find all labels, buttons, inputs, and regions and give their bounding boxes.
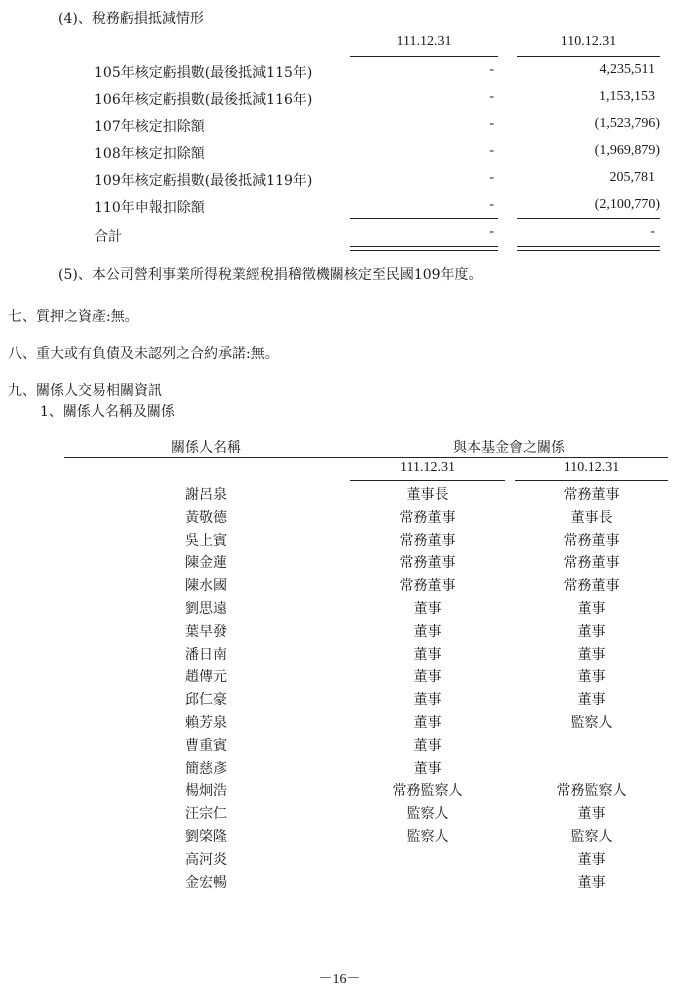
tax-row-value-2021: (2,100,770) (594, 197, 660, 212)
relation-col-header-2022: 111.12.31 (400, 460, 455, 475)
tax-row-value-2021: 1,153,153 (599, 89, 655, 104)
tax-row-label: 108年核定扣除額 (94, 146, 205, 162)
relation-2021: 董事 (577, 624, 606, 640)
relation-2022: 董事 (413, 647, 442, 663)
relation-2021: 董事 (577, 692, 606, 708)
relation-2022: 董事 (413, 738, 442, 754)
tax-double-rule-2022-bottom (350, 250, 498, 251)
party-name: 邱仁豪 (185, 692, 227, 708)
party-name: 陳金蓮 (185, 555, 227, 571)
tax-row-label: 106年核定虧損數(最後抵減116年) (94, 92, 313, 108)
relation-2022: 董事長 (406, 487, 449, 503)
relation-2022: 常務董事 (399, 555, 456, 571)
relation-2021: 監察人 (570, 715, 613, 731)
party-name: 謝呂泉 (185, 487, 227, 503)
relation-2021: 董事長 (570, 510, 613, 526)
party-name: 曹重賓 (185, 738, 227, 754)
relation-2021: 監察人 (570, 829, 613, 845)
tax-header-rule-2022 (350, 56, 498, 57)
relation-2022: 常務監察人 (392, 783, 463, 799)
tax-row-value-2021: (1,523,796) (594, 116, 660, 131)
tax-subtotal-rule-2022 (350, 218, 498, 219)
tax-col-header-2022: 111.12.31 (396, 34, 452, 49)
relation-2021: 常務董事 (563, 487, 620, 503)
tax-col-header-2021: 110.12.31 (560, 34, 617, 49)
relation-2022: 監察人 (406, 829, 449, 845)
tax-subtotal-rule-2021 (517, 218, 660, 219)
relation-2022: 董事 (413, 692, 442, 708)
tax-total-value-2021: - (650, 224, 655, 239)
party-name: 賴芳泉 (185, 715, 227, 731)
party-name: 黃敬德 (185, 510, 227, 526)
party-name: 金宏暢 (185, 875, 227, 891)
relation-2021: 董事 (577, 806, 606, 822)
relation-2022: 常務董事 (399, 510, 456, 526)
tax-row-value-2022: - (489, 143, 494, 158)
note-5: (5)、本公司營利事業所得稅業經稅捐稽徵機關核定至民國109年度。 (58, 267, 483, 283)
relation-2021: 董事 (577, 647, 606, 663)
section-9-title: 九、關係人交易相關資訊 (8, 383, 162, 399)
tax-double-rule-2021-top (517, 246, 660, 247)
relation-col-header-2021: 110.12.31 (563, 460, 620, 475)
tax-row-value-2022: - (489, 197, 494, 212)
tax-total-value-2022: - (489, 224, 494, 239)
tax-row-label: 105年核定虧損數(最後抵減115年) (94, 65, 313, 81)
party-name: 潘日南 (185, 647, 227, 663)
party-name: 高河炎 (185, 852, 227, 868)
relation-2021: 常務董事 (563, 555, 620, 571)
tax-row-value-2022: - (489, 116, 494, 131)
relation-2022: 常務董事 (399, 578, 456, 594)
tax-row-value-2022: - (489, 170, 494, 185)
relation-2022: 董事 (413, 601, 442, 617)
tax-double-rule-2022-top (350, 246, 498, 247)
relation-2021: 常務董事 (563, 533, 620, 549)
relation-2021: 常務監察人 (556, 783, 627, 799)
relation-2021: 董事 (577, 601, 606, 617)
tax-row-value-2021: (1,969,879) (594, 143, 660, 158)
party-name: 劉棨隆 (185, 829, 227, 845)
relation-column-header: 與本基金會之關係 (453, 440, 565, 456)
tax-row-value-2021: 205,781 (609, 170, 655, 185)
relation-2021: 常務董事 (563, 578, 620, 594)
name-column-header: 關係人名稱 (171, 440, 241, 456)
tax-row-label: 109年核定虧損數(最後抵減119年) (94, 173, 313, 189)
section-7: 七、質押之資產:無。 (8, 309, 139, 325)
header-rule (64, 457, 668, 458)
tax-header-rule-2021 (517, 56, 660, 57)
relation-2021: 董事 (577, 669, 606, 685)
party-name: 趙傳元 (185, 669, 227, 685)
relation-2022: 董事 (413, 715, 442, 731)
party-name: 吳上賓 (185, 533, 227, 549)
tax-double-rule-2021-bottom (517, 250, 660, 251)
subheader-rule-2021 (515, 480, 668, 481)
relation-2022: 監察人 (406, 806, 449, 822)
relation-2022: 常務董事 (399, 533, 456, 549)
section-8: 八、重大或有負債及未認列之合約承諾:無。 (8, 346, 279, 362)
tax-row-value-2022: - (489, 62, 494, 77)
section-9-sub-1: 1、關係人名稱及關係 (40, 404, 175, 420)
tax-row-value-2022: - (489, 89, 494, 104)
relation-2022: 董事 (413, 761, 442, 777)
party-name: 楊炯浩 (185, 783, 227, 799)
party-name: 陳水國 (185, 578, 227, 594)
relation-2021: 董事 (577, 875, 606, 891)
relation-2021: 董事 (577, 852, 606, 868)
party-name: 汪宗仁 (185, 806, 227, 822)
subheader-rule-2022 (350, 480, 505, 481)
party-name: 葉早發 (185, 624, 227, 640)
tax-loss-heading: (4)、稅務虧損抵減情形 (58, 11, 204, 27)
page-number: －16－ (318, 972, 361, 987)
party-name: 簡慈彥 (185, 761, 227, 777)
relation-2022: 董事 (413, 624, 442, 640)
relation-2022: 董事 (413, 669, 442, 685)
tax-total-label: 合計 (94, 229, 122, 245)
tax-row-label: 110年申報扣除額 (94, 200, 205, 216)
tax-row-label: 107年核定扣除額 (94, 119, 205, 135)
tax-row-value-2021: 4,235,511 (599, 62, 655, 77)
party-name: 劉思遠 (185, 601, 227, 617)
